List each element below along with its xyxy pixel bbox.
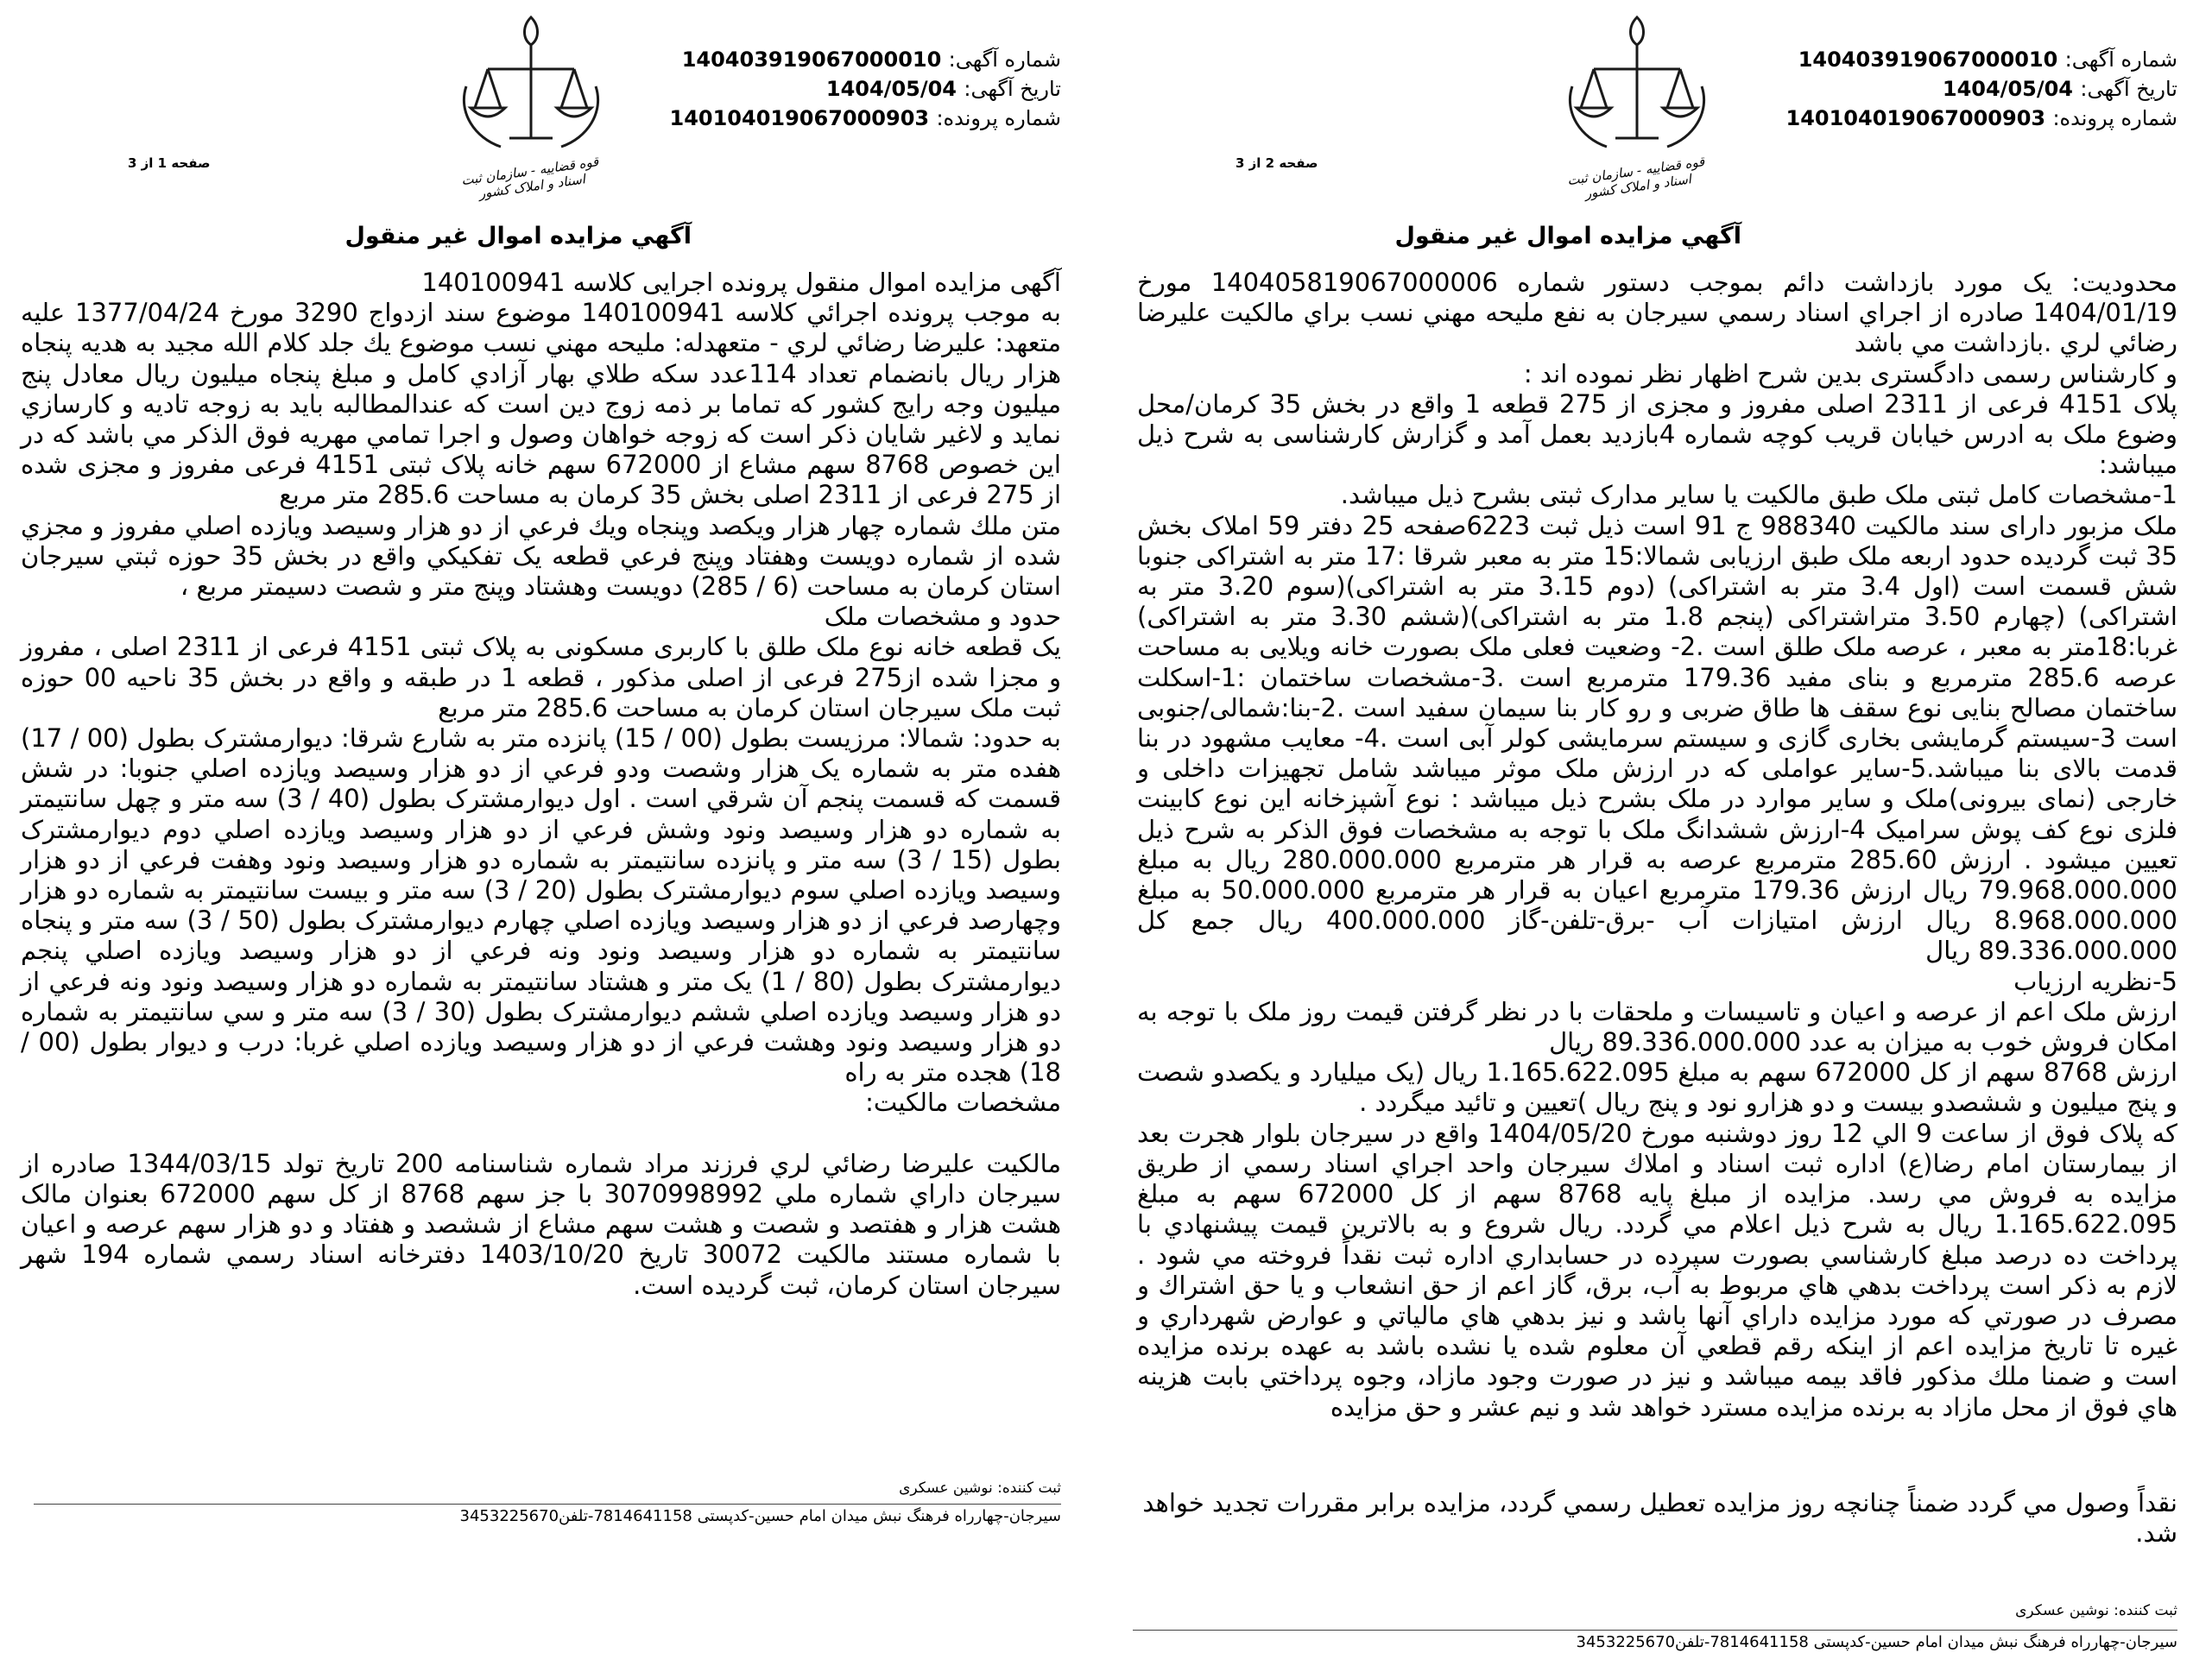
paragraph: متن ملك شماره چهار هزار ويكصد وپنجاه ويك فرعي از دو هزار وسيصد ويازده اصلي مفروز و مجزي شده از شماره دويست وهفتاد وپنج فرعي قطعه يک تفکيکي واقع در بخش 35 حوزه ثبتي سيرجان استان کرمان به مساحت (6 / 285) دويست وهشتاد وپنج متر و شصت دسيمتر مربع ، [21, 510, 1061, 602]
case-number-label: شماره پرونده: [2052, 106, 2177, 130]
paragraph: محدودیت: یک مورد بازداشت دائم بموجب دستور شماره 140405819067000006 مورخ 1404/01/19 صادره از اجراي اسناد رسمي سيرجان به نفع مليحه مهني نسب براي مالكيت عليرضا رضائي لري .بازداشت مي باشد [1137, 268, 2177, 358]
paragraph: یک قطعه خانه نوع ملک طلق با کاربری مسکونی به پلاک ثبتی 4151 فرعی از 2311 اصلی ، مفروز و مجزا شده از275 فرعی از اصلی مذکور ، قطعه 1 در طبقه و واقع در بخش 35 ناحیه 00 حوزه ثبت ملک سیرجان استان کرمان به مساحت 285.6 متر مربع [21, 632, 1062, 722]
paragraph: حدود و مشخصات ملک [824, 602, 1061, 632]
registrar [2015, 1602, 2177, 1619]
notice-body [21, 268, 1061, 1301]
paragraph: به موجب پرونده اجرائي كلاسه 140100941 موضوع سند ازدواج 3290 مورخ 1377/04/24 عليه متعهد: عليرضا رضائي لري - متعهدله: مليحه مهني نسب موضوع يك جلد كلام الله مجيد به هديه پنجاه هزار ريال بانضمام تعداد 114عدد سكه طلاي بهار آزادي كامل و مبلغ پنجاه ميليون ريال معادل پنج ميليون وجه رايج كشور كه تماما بر ذمه زوج دين است كه عندالمطالبه بايد به زوجه تاديه و كارسازي نمايد و لاغير شايان ذكر است كه زوجه خواهان وصول و اجرا تمامي مهريه فوق الذكر مي باشد كه در اين خصوص 8768 سهم مشاع از 672000 سهم خانه پلاک ثبتی 4151 فرعی مفروز و مجزی شده از 275 فرعی از 2311 اصلی بخش 35 کرمان به مساحت 285.6 متر مربع [21, 298, 1061, 510]
notice-number-label: شماره آگهی: [2064, 47, 2177, 72]
footer-divider [34, 1504, 1061, 1505]
emblem-caption: قوه قضاییه - سازمان ثبت اسناد و املاک کشور [460, 154, 600, 202]
notice-page-2 [1106, 0, 2212, 1653]
notice-date: 1404/05/04 [825, 77, 957, 101]
footer-divider [1133, 1630, 2177, 1631]
notice-title: آگهي مزايده اموال غير منقول [1394, 223, 1741, 249]
notice-metadata [1786, 45, 2178, 133]
paragraph: آگهی مزایده اموال منقول پرونده اجرایی کلاسه 140100941 [421, 268, 1061, 297]
closing-line: نقداً وصول مي گردد ضمناً چنانچه روز مزايده تعطيل رسمي گردد، مزايده برابر مقررات تجديد خواهد شد. [1142, 1488, 2177, 1548]
registrar-label: ثبت کننده: [997, 1479, 1061, 1497]
notice-number: 140403919067000010 [681, 47, 942, 72]
emblem-caption: قوه قضاییه - سازمان ثبت اسناد و املاک کشور [1566, 154, 1706, 202]
paragraph: که پلاک فوق از ساعت 9 الي 12 روز دوشنبه مورخ 1404/05/20 واقع در سيرجان بلوار هجرت بعد از بيمارستان امام رضا(ع) اداره ثبت اسناد و املاك سيرجان واحد اجراي اسناد رسمي از طريق مزايده به فروش مي رسد. مزايده از مبلغ پايه 8768 سهم از كل 672000 سهم به مبلغ 1.165.622.095 ريال به شرح ذيل اعلام مي گردد. ريال شروع و به بالاترين قيمت پيشنهادي با پرداخت ده درصد مبلغ كارشناسي بصورت سپرده در حسابداري اداره ثبت نقداً فروخته مي شود . لازم به ذكر است پرداخت بدهي هاي مربوط به آب، برق، گاز اعم از حق انشعاب و يا حق اشتراك و مصرف در صورتي كه مورد مزايده داراي آنها باشد و نيز بدهي هاي مالياتي و عوارض شهرداري و غيره تا تاريخ مزايده اعم از اينكه رقم قطعي آن معلوم شده يا نشده باشد به عهده برنده مزايده است و ضمنا ملك مذكور فاقد بيمه ميباشد و نيز در صورت وجود مازاد، وجوه پرداختي بابت هزينه هاي فوق از محل مازاد به برنده مزايده مسترد خواهد شد و نيم عشر و حق مزايده [1137, 1118, 2178, 1422]
notice-number-label: شماره آگهی: [948, 47, 1061, 72]
registrar [899, 1479, 1061, 1497]
registrar-name: نوشین عسکری [899, 1479, 993, 1497]
notice-date-label: تاریخ آگهی: [2080, 77, 2177, 101]
paragraph: ملک مزبور دارای سند مالکیت 988340 ج 91 است ذیل ثبت 6223صفحه 25 دفتر 59 املاک بخش 35 ثبت گردیده حدود اربعه ملک طبق ارزیابی شمالا:15 متر به معبر شرقا :17 متر به اشتراکی جنوبا شش قسمت است (اول 3.4 متر به اشتراکی) (دوم 3.15 متر به اشتراکی)(سوم 3.20 متر به اشتراکی) (چهارم 3.50 متراشتراکی (پنجم 1.8 متر به اشتراکی)(ششم 3.30 متر به اشتراکی) غربا:18متر به معبر ، عرصه ملک طلق است .2- وضعیت فعلی ملک بصورت خانه ویلایی به مساحت عرصه 285.6 مترمربع و بنای مفید 179.36 مترمربع است .3-مشخصات ساختمان :1-اسکلت ساختمان مصالح بنایی نوع سقف ها طاق ضربی و رو کار بنا سیمان سفید است .2-بنا:شمالی/جنوبی است 3-سیستم گرمایشی بخاری گازی و سیستم سرمایشی کولر آبی است .4- معایب مشهود در بنا قدمت بالای بنا میباشد.5-سایر عواملی که در ارزش ملک موثر میباشد شامل تجهیزات داخلی و خارجی (نمای بیرونی)ملک و سایر موارد در ملک بشرح ذیل میباشد : نوع آشپزخانه این نوع کابینت فلزی نوع کف پوش سرامیک 4-ارزش ششدانگ ملک با توجه به مشخصات فوق الذکر به شرح ذیل تعیین میشود . ارزش 285.60 مترمربع عرصه به قرار هر مترمربع 280.000.000 ریال به مبلغ 79.968.000.000 ریال ارزش 179.36 مترمربع اعیان به قرار هر مترمربع 50.000.000 به مبلغ 8.968.000.000 ریال ارزش امتیازات آب -برق-تلفن-گاز 400.000.000 ریال جمع کل 89.336.000.000 ریال [1137, 510, 2178, 966]
paragraph: 5-نظریه ارزیاب [2013, 966, 2177, 996]
paragraph: پلاک 4151 فرعی از 2311 اصلی مفروز و مجزی از 275 قطعه 1 واقع در بخش 35 کرمان/محل وضوع ملک به ادرس خیابان قریب کوچه شماره 4بازدید بعمل آمد و گزارش کارشناسی به شرح ذیل میباشد: [1137, 388, 2177, 480]
page-indicator: صفحه 1 از 3 [128, 155, 211, 171]
paragraph: به حدود: شمالا: مرزيست بطول (00 / 15) پانزده متر به شارع شرقا: ديوارمشترک بطول (00 / 17) هفده متر به شماره يک هزار وشصت ودو فرعي از دو هزار وسيصد ويازده اصلي جنوبا: در شش قسمت که قسمت پنجم آن شرقي است . اول ديوارمشترک بطول (40 / 3) سه متر و چهل سانتيمتر به شماره دو هزار وسيصد ونود وشش فرعي از دو هزار وسيصد ويازده اصلي دوم ديوارمشترک بطول (15 / 3) سه متر و پانزده سانتيمتر به شماره دو هزار وسيصد ونود وهفت فرعي از دو هزار وسيصد ويازده اصلي سوم ديوارمشترک بطول (20 / 3) سه متر و بيست سانتيمتر به شماره دو هزار وچهارصد فرعي از دو هزار وسيصد ويازده اصلي چهارم ديوارمشترک بطول (50 / 3) سه متر و پنجاه سانتيمتر به شماره دو هزار وسيصد ونود ونه فرعي از دو هزار وسيصد ويازده اصلي پنجم ديوارمشترک بطول (80 / 1) يک متر و هشتاد سانتيمتر به شماره دو هزار وسيصد ونود ونه فرعي از دو هزار وسيصد ويازده اصلي ششم ديوارمشترک بطول (30 / 3) سه متر و سي سانتيمتر به شماره دو هزار وسيصد ونود وهشت فرعي از دو هزار وسيصد ويازده اصلي غربا: درب و ديوار بطول (00 / 18) هجده متر به راه [21, 723, 1062, 1088]
case-number-label: شماره پرونده: [936, 106, 1061, 130]
paragraph: مالكيت عليرضا رضائي لري فرزند مراد شماره شناسنامه 200 تاريخ تولد 1344/03/15 صادره از سيرجان داراي شماره ملي 3070998992 با جز سهم 8768 از كل سهم 672000 بعنوان مالک هشت هزار و هفتصد و شصت و هشت سهم مشاع از ششصد و هفتاد و دو هزار سهم عرصه و اعيان با شماره مستند مالکيت 30072 تاريخ 1403/10/20 دفترخانه اسناد رسمي شماره 194 شهر سيرجان استان كرمان، ثبت گرديده است. [21, 1148, 1062, 1300]
notice-date: 1404/05/04 [1942, 77, 2073, 101]
registrar-name: نوشین عسکری [2015, 1602, 2109, 1619]
notice-number: 140403919067000010 [1798, 47, 2058, 72]
case-number: 140104019067000903 [1785, 106, 2046, 130]
paragraph: ارزش 8768 سهم از کل 672000 سهم به مبلغ 1.165.622.095 ریال (یک میلیارد و یکصدو شصت و پنج میلیون و ششصدو بیست و دو هزارو نود و پنج ریال )تعیین و تائید میگردد . [1137, 1057, 2177, 1118]
page-indicator: صفحه 2 از 3 [1236, 155, 1318, 171]
registrar-label: ثبت کننده: [2114, 1602, 2177, 1619]
notice-body [1137, 268, 2177, 1423]
case-number: 140104019067000903 [669, 106, 930, 130]
office-address: سیرجان-چهارراه فرهنگ نبش میدان امام حسین-کدپستی 7814641158-تلفن3453225670 [1576, 1633, 2177, 1651]
paragraph: مشخصات مالکیت: [865, 1088, 1061, 1118]
notice-date-label: تاریخ آگهی: [964, 77, 1061, 101]
paragraph: و کارشناس رسمی دادگستری بدین شرح اظهار نظر نموده اند : [1523, 358, 2177, 388]
paragraph: ارزش ملک اعم از عرصه و اعیان و تاسیسات و ملحقات با در نظر گرفتن قیمت روز ملک با توجه به امکان فروش خوب به میزان به عدد 89.336.000.000 ریال [1137, 996, 2177, 1057]
notice-title: آگهي مزايده اموال غير منقول [344, 223, 692, 249]
paragraph: 1-مشخصات کامل ثبتی ملک طبق مالکیت یا سایر مدارک ثبتی بشرح ذیل میباشد. [1340, 480, 2177, 510]
office-address: سیرجان-چهارراه فرهنگ نبش میدان امام حسین-کدپستی 7814641158-تلفن3453225670 [459, 1507, 1061, 1525]
judiciary-emblem-logo [1555, 9, 1719, 202]
notice-metadata [670, 45, 1062, 133]
judiciary-emblem-logo [449, 9, 613, 202]
